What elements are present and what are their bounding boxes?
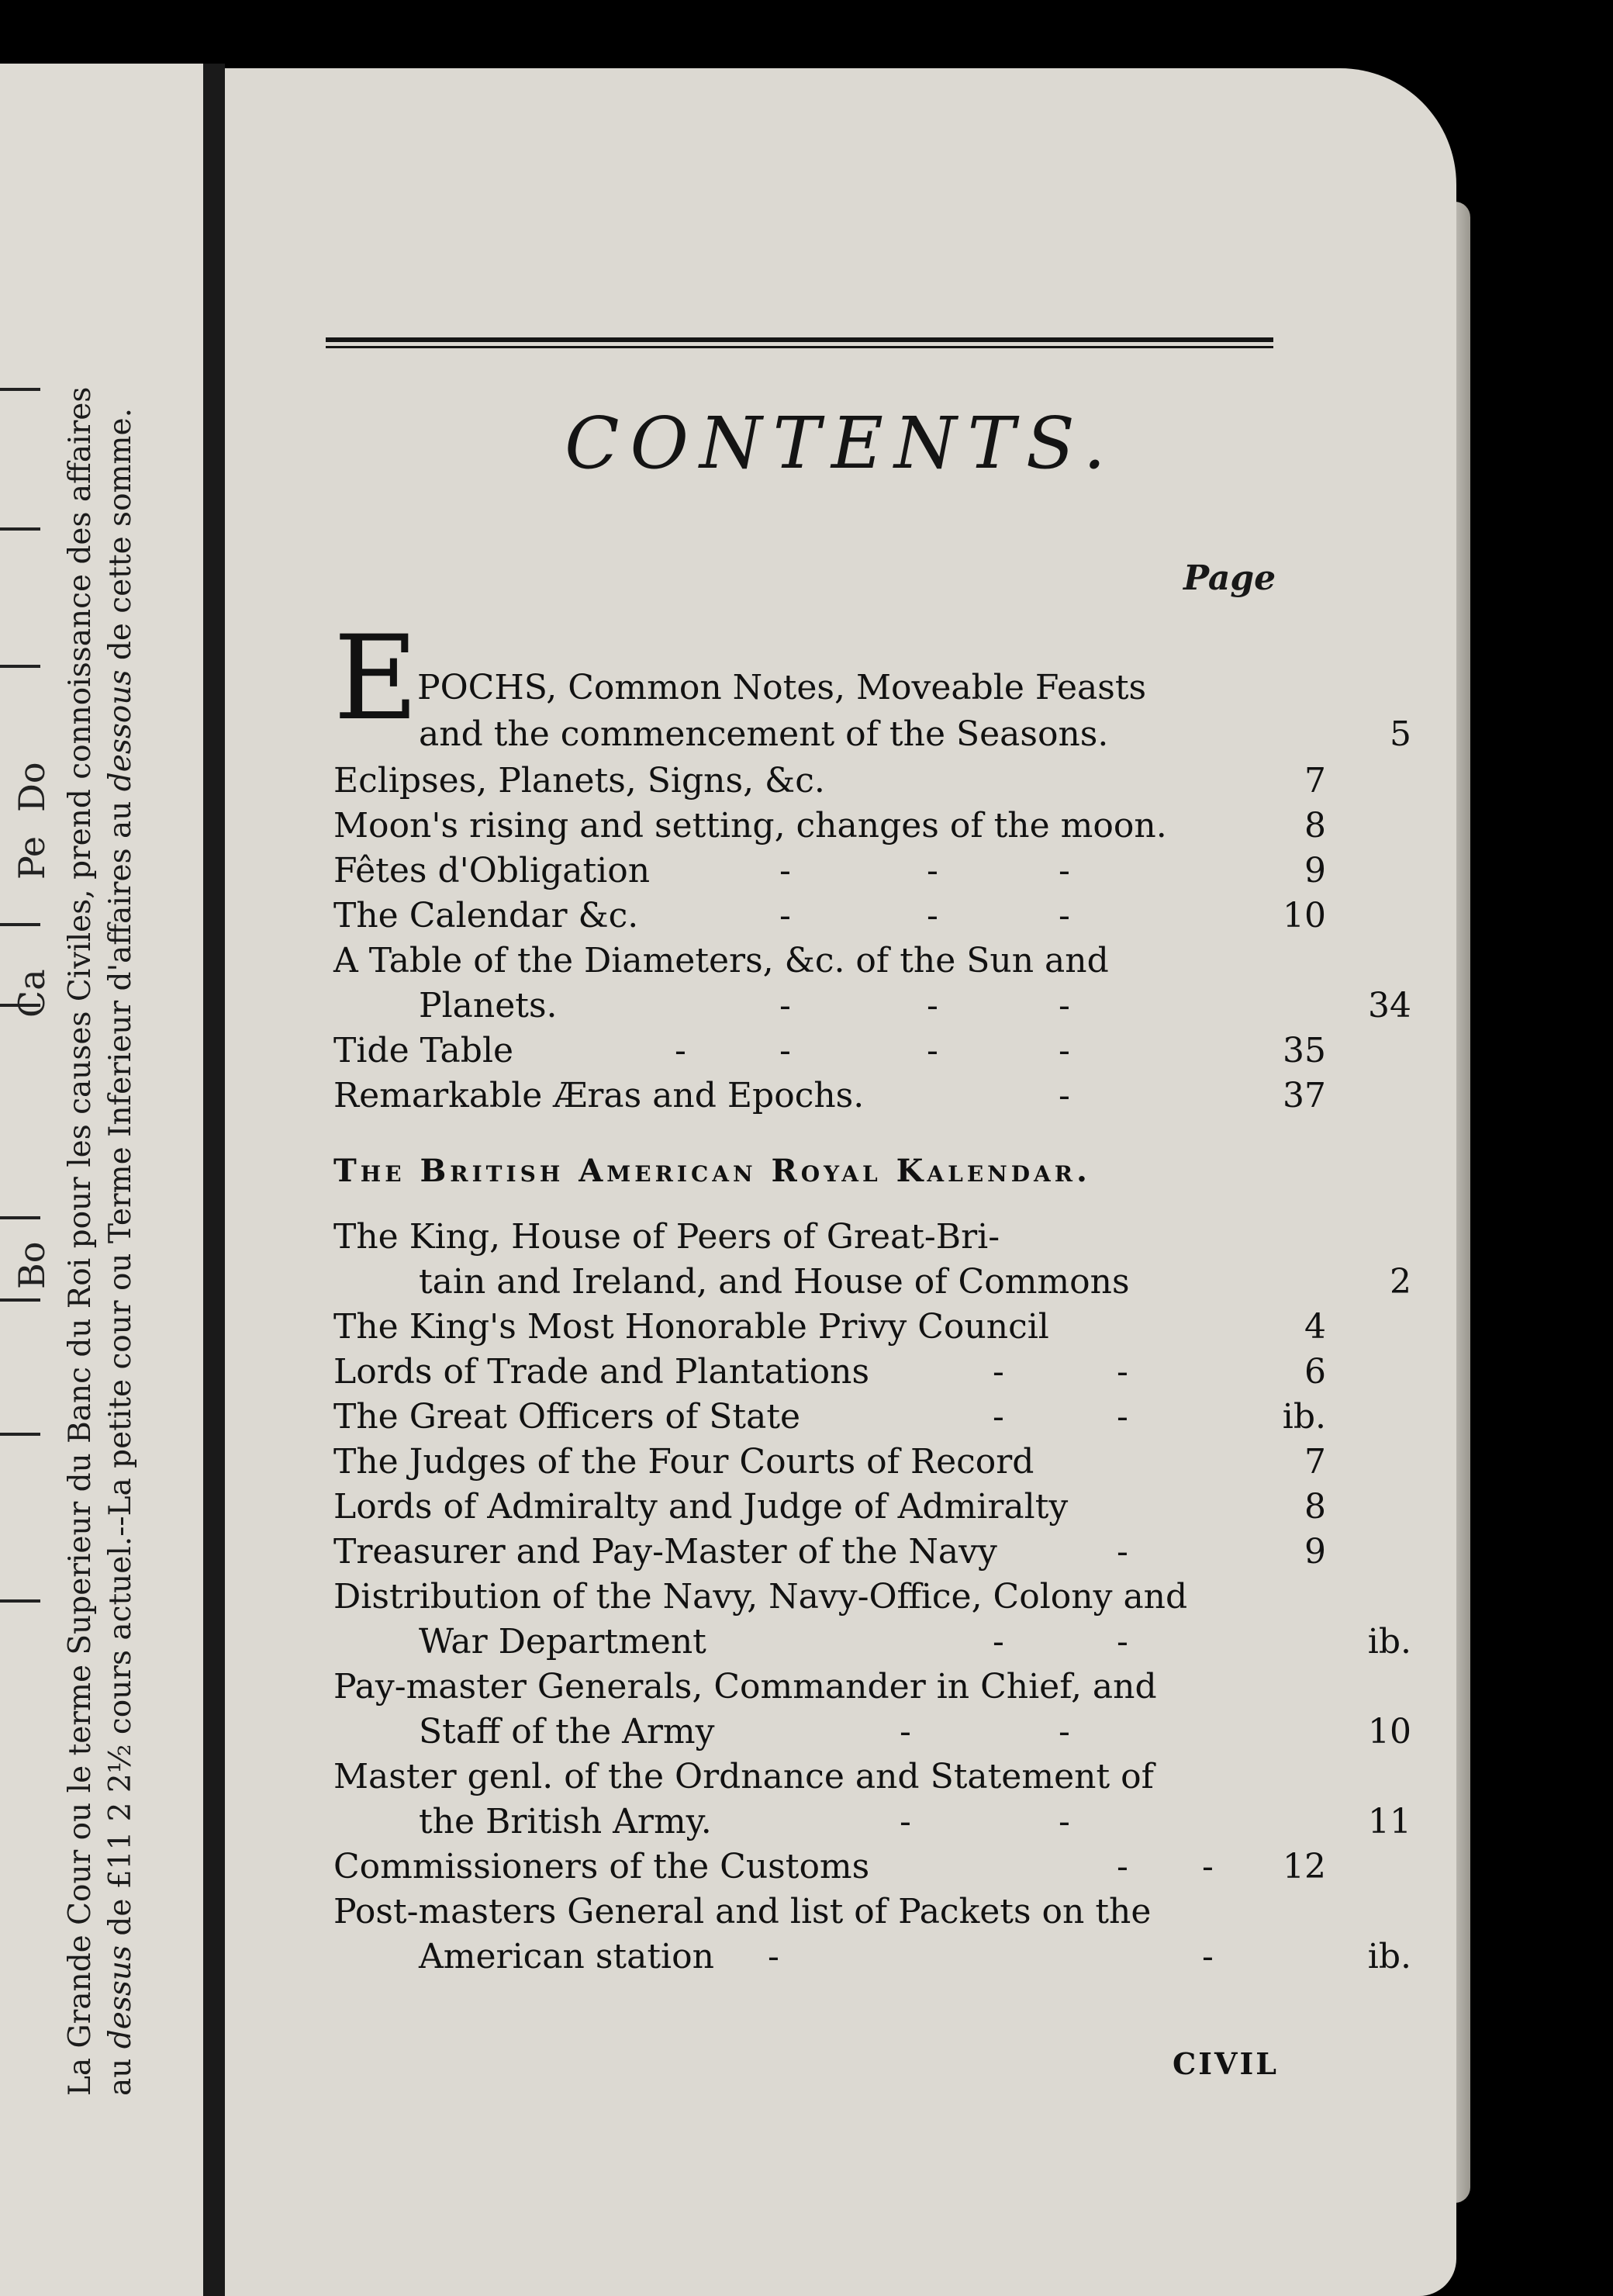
toc-entry-page: 10 (1283, 896, 1326, 935)
toc-entry-text: The King, House of Peers of Great-Bri- (333, 1217, 1000, 1257)
toc-entry-epochs-line-1: POCHS, Common Notes, Moveable Feasts (417, 668, 1147, 707)
toc-entry (333, 759, 1326, 804)
toc-entry (333, 939, 1326, 984)
left-text-line-1: La Grande Cour ou le terme Superieur du Banc du Roi pour les causes Civiles, prend connoissance des affaires (63, 386, 98, 2096)
contents-page (225, 68, 1456, 2296)
page-column-label: Page (1183, 558, 1276, 598)
toc-entry: The Calendar &c. - - - 10 (333, 894, 1326, 939)
toc-entry-page: ib. (1367, 1622, 1411, 1661)
left-rule (0, 665, 40, 668)
toc-entry-text: American station (419, 1937, 714, 1976)
toc-entry-text: War Department (419, 1622, 706, 1661)
catchword: CIVIL (1173, 2046, 1279, 2081)
left-rule (0, 923, 40, 926)
toc-entry (333, 1575, 1326, 1620)
left-page (0, 64, 203, 2296)
toc-entry: Tide Table - - - - 35 (333, 1029, 1326, 1074)
toc-entry-text: Moon's rising and setting, changes of the moon. (333, 806, 1167, 845)
toc-entry-page: 34 (1368, 986, 1411, 1025)
toc-entry-text: Post-masters General and list of Packets on the (333, 1892, 1152, 1931)
left-fragment: Bo (11, 1241, 53, 1289)
left-rule (0, 527, 40, 531)
toc-entry-text: Distribution of the Navy, Navy-Office, Colony and (333, 1577, 1188, 1617)
toc-entry-text: Pay-master Generals, Commander in Chief, and (333, 1667, 1157, 1706)
toc-entry-text: Staff of the Army (419, 1712, 715, 1751)
toc-entry-text: Fêtes d'Obligation (333, 851, 651, 890)
toc-entry-text: The Calendar &c. (333, 896, 639, 935)
toc-entry-text: Eclipses, Planets, Signs, &c. (333, 761, 825, 800)
top-rule (326, 337, 1273, 342)
toc-entry-page: 2 (1390, 1262, 1411, 1302)
toc-entry (333, 1440, 1326, 1485)
book-gutter (203, 64, 225, 2296)
page-title: CONTENTS. (565, 402, 1117, 485)
left-rule (0, 1298, 40, 1302)
left-fragment: Ca (11, 969, 53, 1018)
left-text-line-2: au dessus de £11 2 2½ cours actuel.--La petite cour ou Terme Inferieur d'affaires au dessous de cette somme. (103, 408, 138, 2096)
left-rule (0, 388, 40, 391)
toc-entry-page: 11 (1368, 1802, 1411, 1841)
toc-entry-page: 35 (1283, 1031, 1326, 1070)
toc-entry-text: Tide Table (333, 1031, 514, 1070)
toc-entry-text: Treasurer and Pay-Master of the Navy (333, 1532, 997, 1572)
toc-entry-page: 7 (1304, 1442, 1326, 1482)
toc-entry: Commissioners of the Customs - - 12 (333, 1845, 1326, 1890)
toc-entry: Treasurer and Pay-Master of the Navy - 9 (333, 1530, 1326, 1575)
left-fragment: Pe (11, 835, 53, 880)
toc-entry: Fêtes d'Obligation - - - 9 (333, 849, 1326, 894)
toc-entry-text: The Great Officers of State (333, 1397, 801, 1437)
toc-entry-page: ib. (1282, 1397, 1326, 1437)
toc-entry (333, 1305, 1326, 1350)
toc-entry-text: Lords of Trade and Plantations (333, 1352, 870, 1392)
toc-entry-text: Commissioners of the Customs (333, 1847, 870, 1886)
toc-entry-page: 37 (1283, 1076, 1326, 1115)
toc-entry (333, 1215, 1326, 1260)
toc-entry-page: 7 (1304, 761, 1326, 800)
toc-entry-text: Planets. (419, 986, 558, 1025)
toc-entry (333, 1890, 1326, 1935)
toc-entry: the British Army. - - 11 (333, 1800, 1411, 1845)
toc-entry-page: 10 (1368, 1712, 1411, 1751)
toc-entry (333, 1260, 1411, 1305)
toc-entry-page: 8 (1304, 806, 1326, 845)
left-fragment: Do (11, 762, 53, 812)
toc-entry-page: 9 (1304, 851, 1326, 890)
toc-entry-text: Lords of Admiralty and Judge of Admiralty (333, 1487, 1069, 1527)
left-rule (0, 1433, 40, 1436)
toc-entry (333, 1755, 1326, 1800)
toc-entry-text: The King's Most Honorable Privy Council (333, 1307, 1049, 1347)
toc-entry-page: 6 (1304, 1352, 1326, 1392)
toc-entry-text: and the commencement of the Seasons. (419, 714, 1109, 754)
toc-entry-text: the British Army. (419, 1802, 712, 1841)
toc-entry-page: 12 (1283, 1847, 1326, 1886)
toc-entry: War Department - - ib. (333, 1620, 1411, 1665)
toc-entry (333, 712, 1411, 757)
toc-entry-text: Master genl. of the Ordnance and Statement of (333, 1757, 1154, 1796)
toc-entry: Lords of Trade and Plantations - - 6 (333, 1350, 1326, 1395)
toc-entry (333, 1665, 1326, 1710)
toc-entry: The Great Officers of State - - ib. (333, 1395, 1326, 1440)
left-page-rotated-text (60, 296, 141, 2096)
toc-entry-page: 5 (1390, 714, 1411, 754)
toc-entry (333, 804, 1326, 849)
toc-entry-page: 4 (1304, 1307, 1326, 1347)
left-rule (0, 1599, 40, 1603)
toc-entry: Planets. - - - 34 (333, 984, 1411, 1029)
toc-entry-text: A Table of the Diameters, &c. of the Sun and (333, 941, 1109, 980)
toc-entry-text: tain and Ireland, and House of Commons (419, 1262, 1130, 1302)
toc-entry-page: 9 (1304, 1532, 1326, 1572)
drop-cap: E (333, 611, 419, 746)
toc-entry: Staff of the Army - - 10 (333, 1710, 1411, 1755)
left-rule (0, 1216, 40, 1219)
toc-entry-text: The Judges of the Four Courts of Record (333, 1442, 1034, 1482)
section-heading: The British American Royal Kalendar. (333, 1153, 1091, 1189)
toc-entry-page: 8 (1304, 1487, 1326, 1527)
toc-entry (333, 1485, 1326, 1530)
toc-entry: American station - - ib. (333, 1935, 1411, 1980)
toc-entry-text: Remarkable Æras and Epochs. (333, 1076, 865, 1115)
toc-entry: Remarkable Æras and Epochs. - 37 (333, 1074, 1326, 1119)
toc-entry-page: ib. (1367, 1937, 1411, 1976)
top-rule-thin (326, 346, 1273, 348)
